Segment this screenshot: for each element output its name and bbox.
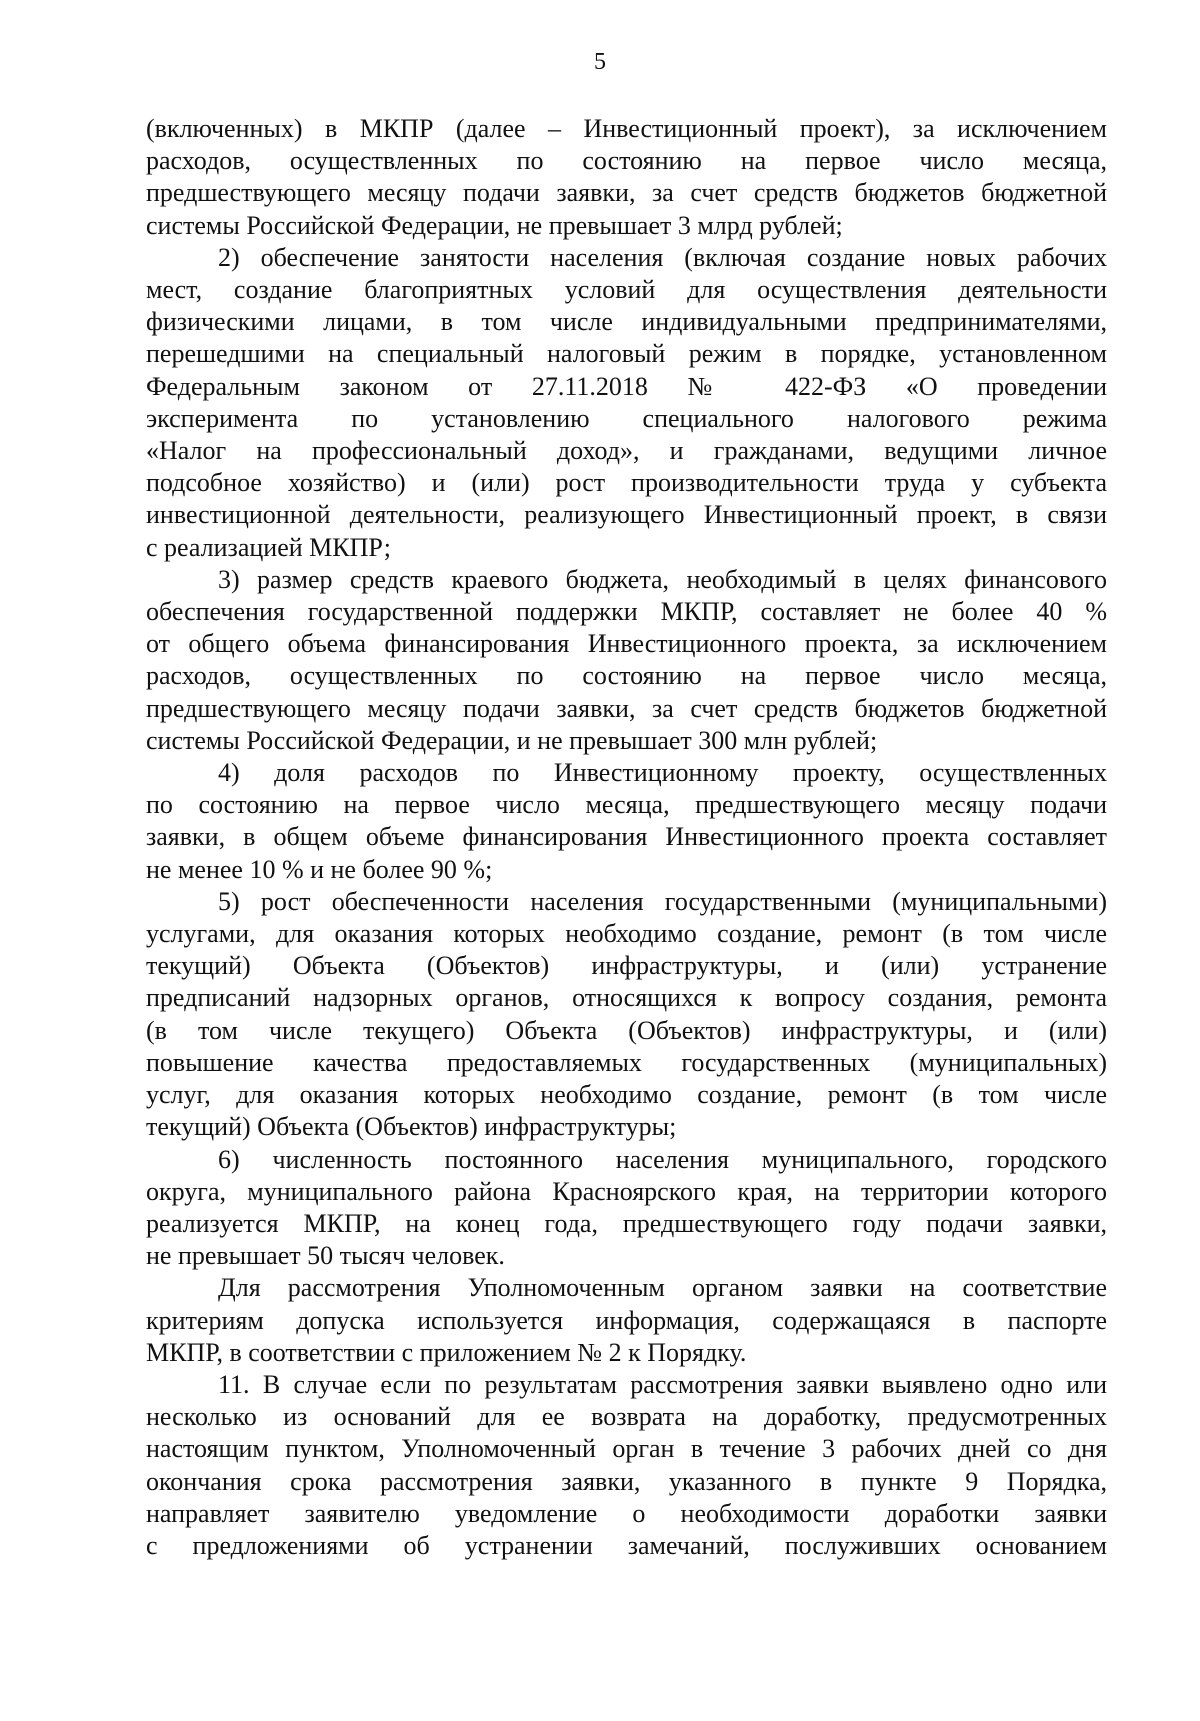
- text-line: услуг, для оказания которых необходимо создание, ремонт (в том числе: [146, 1080, 1107, 1110]
- text-line: критериям допуска используется информация, содержащаяся в паспорте: [146, 1305, 1107, 1335]
- text-line: МКПР, в соответствии с приложением № 2 к Порядку.: [146, 1337, 747, 1367]
- text-line: несколько из оснований для ее возврата на доработку, предусмотренных: [146, 1402, 1107, 1432]
- text-line: инвестиционной деятельности, реализующего Инвестиционный проект, в связи: [146, 500, 1107, 530]
- text-line: расходов, осуществленных по состоянию на первое число месяца,: [146, 661, 1107, 691]
- paragraph: [146, 1144, 1107, 1273]
- paragraph: [146, 564, 1107, 757]
- text-line: округа, муниципального района Красноярского края, на территории которого: [146, 1176, 1107, 1206]
- text-line: не превышает 50 тысяч человек.: [146, 1241, 505, 1271]
- text-line: мест, создание благоприятных условий для осуществления деятельности: [146, 275, 1107, 305]
- text-line: обеспечения государственной поддержки МКПР, составляет не более 40 %: [146, 597, 1107, 627]
- paragraph: [146, 242, 1107, 564]
- page-number: 5: [594, 49, 606, 75]
- text-line: повышение качества предоставляемых государственных (муниципальных): [146, 1047, 1107, 1077]
- text-line: от общего объема финансирования Инвестиционного проекта, за исключением: [146, 629, 1107, 659]
- text-line: 5) рост обеспеченности населения государственными (муниципальными): [218, 886, 1107, 916]
- text-line: системы Российской Федерации, и не превышает 300 млн рублей;: [146, 725, 878, 755]
- text-line: с предложениями об устранении замечаний, послуживших основанием: [146, 1530, 1107, 1560]
- text-line: направляет заявителю уведомление о необходимости доработки заявки: [146, 1498, 1107, 1528]
- paragraph: [146, 1272, 1107, 1369]
- text-line: услугами, для оказания которых необходимо создание, ремонт (в том числе: [146, 919, 1107, 949]
- text-line: заявки, в общем объеме финансирования Инвестиционного проекта составляет: [146, 822, 1107, 852]
- text-line: 11. В случае если по результатам рассмотрения заявки выявлено одно или: [218, 1369, 1107, 1399]
- text-line: с реализацией МКПР;: [146, 532, 392, 562]
- text-line: эксперимента по установлению специального налогового режима: [146, 403, 1107, 433]
- text-line: (включенных) в МКПР (далее – Инвестиционный проект), за исключением: [146, 114, 1107, 143]
- text-line: системы Российской Федерации, не превышает 3 млрд рублей;: [146, 210, 843, 240]
- paragraph: [146, 886, 1107, 1144]
- text-line: 2) обеспечение занятости населения (включая создание новых рабочих: [218, 242, 1107, 272]
- text-line: не менее 10 % и не более 90 %;: [146, 854, 493, 884]
- text-line: Для рассмотрения Уполномоченным органом заявки на соответствие: [218, 1273, 1107, 1303]
- text-line: предшествующего месяцу подачи заявки, за счет средств бюджетов бюджетной: [146, 693, 1107, 723]
- text-line: «Налог на профессиональный доход», и гражданами, ведущими личное: [146, 436, 1107, 466]
- text-line: 4) доля расходов по Инвестиционному проекту, осуществленных: [218, 758, 1107, 788]
- text-line: (в том числе текущего) Объекта (Объектов) инфраструктуры, и (или): [146, 1015, 1107, 1045]
- text-line: настоящим пунктом, Уполномоченный орган в течение 3 рабочих дней со дня: [146, 1434, 1107, 1464]
- text-line: 3) размер средств краевого бюджета, необходимый в целях финансового: [218, 564, 1107, 594]
- text-line: предшествующего месяцу подачи заявки, за счет средств бюджетов бюджетной: [146, 178, 1107, 208]
- paragraph: [146, 113, 1107, 242]
- text-line: предписаний надзорных органов, относящихся к вопросу создания, ремонта: [146, 983, 1107, 1013]
- text-line: Федеральным законом от 27.11.2018 № 422-ФЗ «О проведении: [146, 371, 1107, 401]
- text-line: 6) численность постоянного населения муниципального, городского: [218, 1144, 1107, 1174]
- text-line: по состоянию на первое число месяца, предшествующего месяцу подачи: [146, 790, 1107, 820]
- text-line: перешедшими на специальный налоговый режим в порядке, установленном: [146, 339, 1107, 369]
- text-line: текущий) Объекта (Объектов) инфраструктуры, и (или) устранение: [146, 951, 1107, 981]
- text-line: физическими лицами, в том числе индивидуальными предпринимателями,: [146, 307, 1107, 337]
- paragraph: [146, 757, 1107, 886]
- text-line: реализуется МКПР, на конец года, предшествующего году подачи заявки,: [146, 1208, 1107, 1238]
- document-body: [146, 113, 1107, 1562]
- text-line: расходов, осуществленных по состоянию на первое число месяца,: [146, 146, 1107, 176]
- text-line: окончания срока рассмотрения заявки, указанного в пункте 9 Порядка,: [146, 1466, 1107, 1496]
- text-line: подсобное хозяйство) и (или) рост производительности труда у субъекта: [146, 468, 1107, 498]
- text-line: текущий) Объекта (Объектов) инфраструктуры;: [146, 1112, 677, 1142]
- paragraph: [146, 1369, 1107, 1562]
